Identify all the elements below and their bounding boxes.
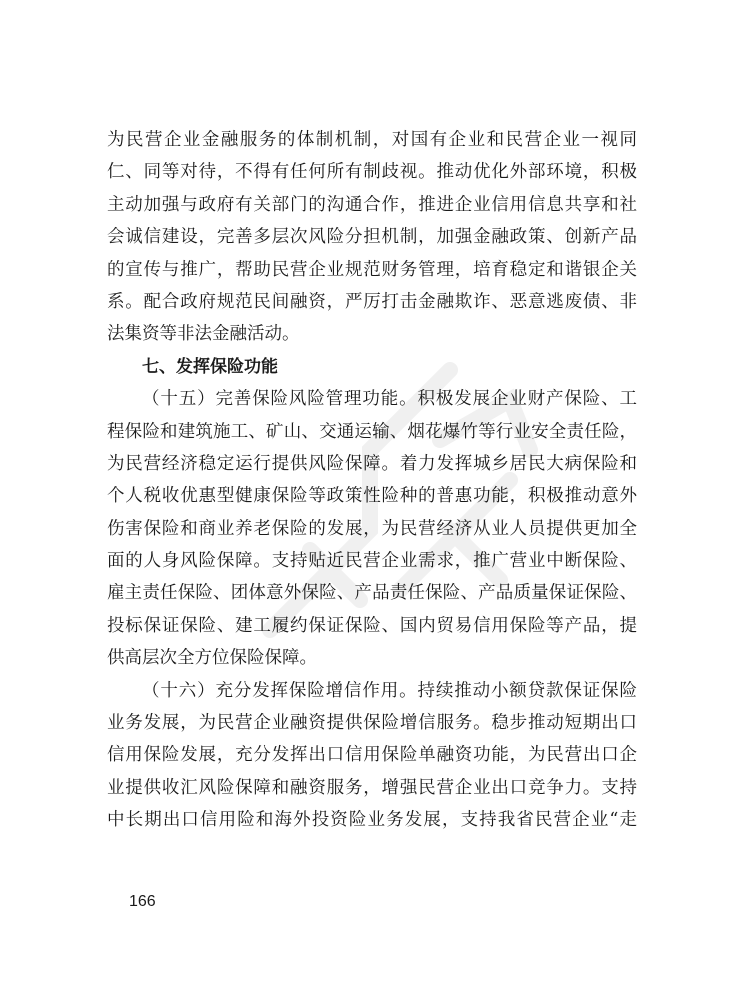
section15-line: 投标保证保险、建工履约保证保险、国内贸易信用保险等产品，提 [107,615,637,636]
section-heading: 七、发挥保险功能 [142,356,278,377]
paragraph-line: 系。配合政府规范民间融资，严厉打击金融欺诈、恶意逃废债、非 [107,291,637,312]
section15-line: （十五）完善保险风险管理功能。积极发展企业财产保险、工 [142,389,637,410]
section15-line: 个人税收优惠型健康保险等政策性险种的普惠功能，积极推动意外 [107,486,637,507]
section16-line: 中长期出口信用险和海外投资险业务发展，支持我省民营企业“走 [107,810,637,831]
section16-line: 业务发展，为民营企业融资提供保险增信服务。稳步推动短期出口 [107,713,637,734]
page-number: 166 [129,893,156,910]
paragraph-line: 仁、同等对待，不得有任何所有制歧视。推动优化外部环境，积极 [107,162,637,183]
paragraph-line: 会诚信建设，完善多层次风险分担机制，加强金融政策、创新产品 [107,227,637,248]
body-text [107,124,637,837]
section15-line: 供高层次全方位保险保障。 [107,648,317,669]
paragraph-line: 主动加强与政府有关部门的沟通合作，推进企业信用信息共享和社 [107,194,637,215]
paragraph-line: 的宣传与推广，帮助民营企业规范财务管理，培育稳定和谐银企关 [107,259,637,280]
paragraph-line: 法集资等非法金融活动。 [107,324,300,345]
section15-line: 为民营经济稳定运行提供风险保障。着力发挥城乡居民大病保险和 [107,453,637,474]
section16-line: 业提供收汇风险保障和融资服务，增强民营企业出口竞争力。支持 [107,777,637,798]
paragraph-line: 为民营企业金融服务的体制机制，对国有企业和民营企业一视同 [107,130,637,150]
section16-line: 信用保险发展，充分发挥出口信用保险单融资功能，为民营出口企 [107,745,637,766]
section15-line: 程保险和建筑施工、矿山、交通运输、烟花爆竹等行业安全责任险， [107,421,637,442]
section15-line: 雇主责任保险、团体意外保险、产品责任保险、产品质量保证保险、 [107,583,637,604]
section15-line: 伤害保险和商业养老保险的发展，为民营经济从业人员提供更加全 [107,518,637,539]
section15-line: 面的人身风险保障。支持贴近民营企业需求，推广营业中断保险、 [107,551,637,572]
section16-line: （十六）充分发挥保险增信作用。持续推动小额贷款保证保险 [142,680,637,701]
